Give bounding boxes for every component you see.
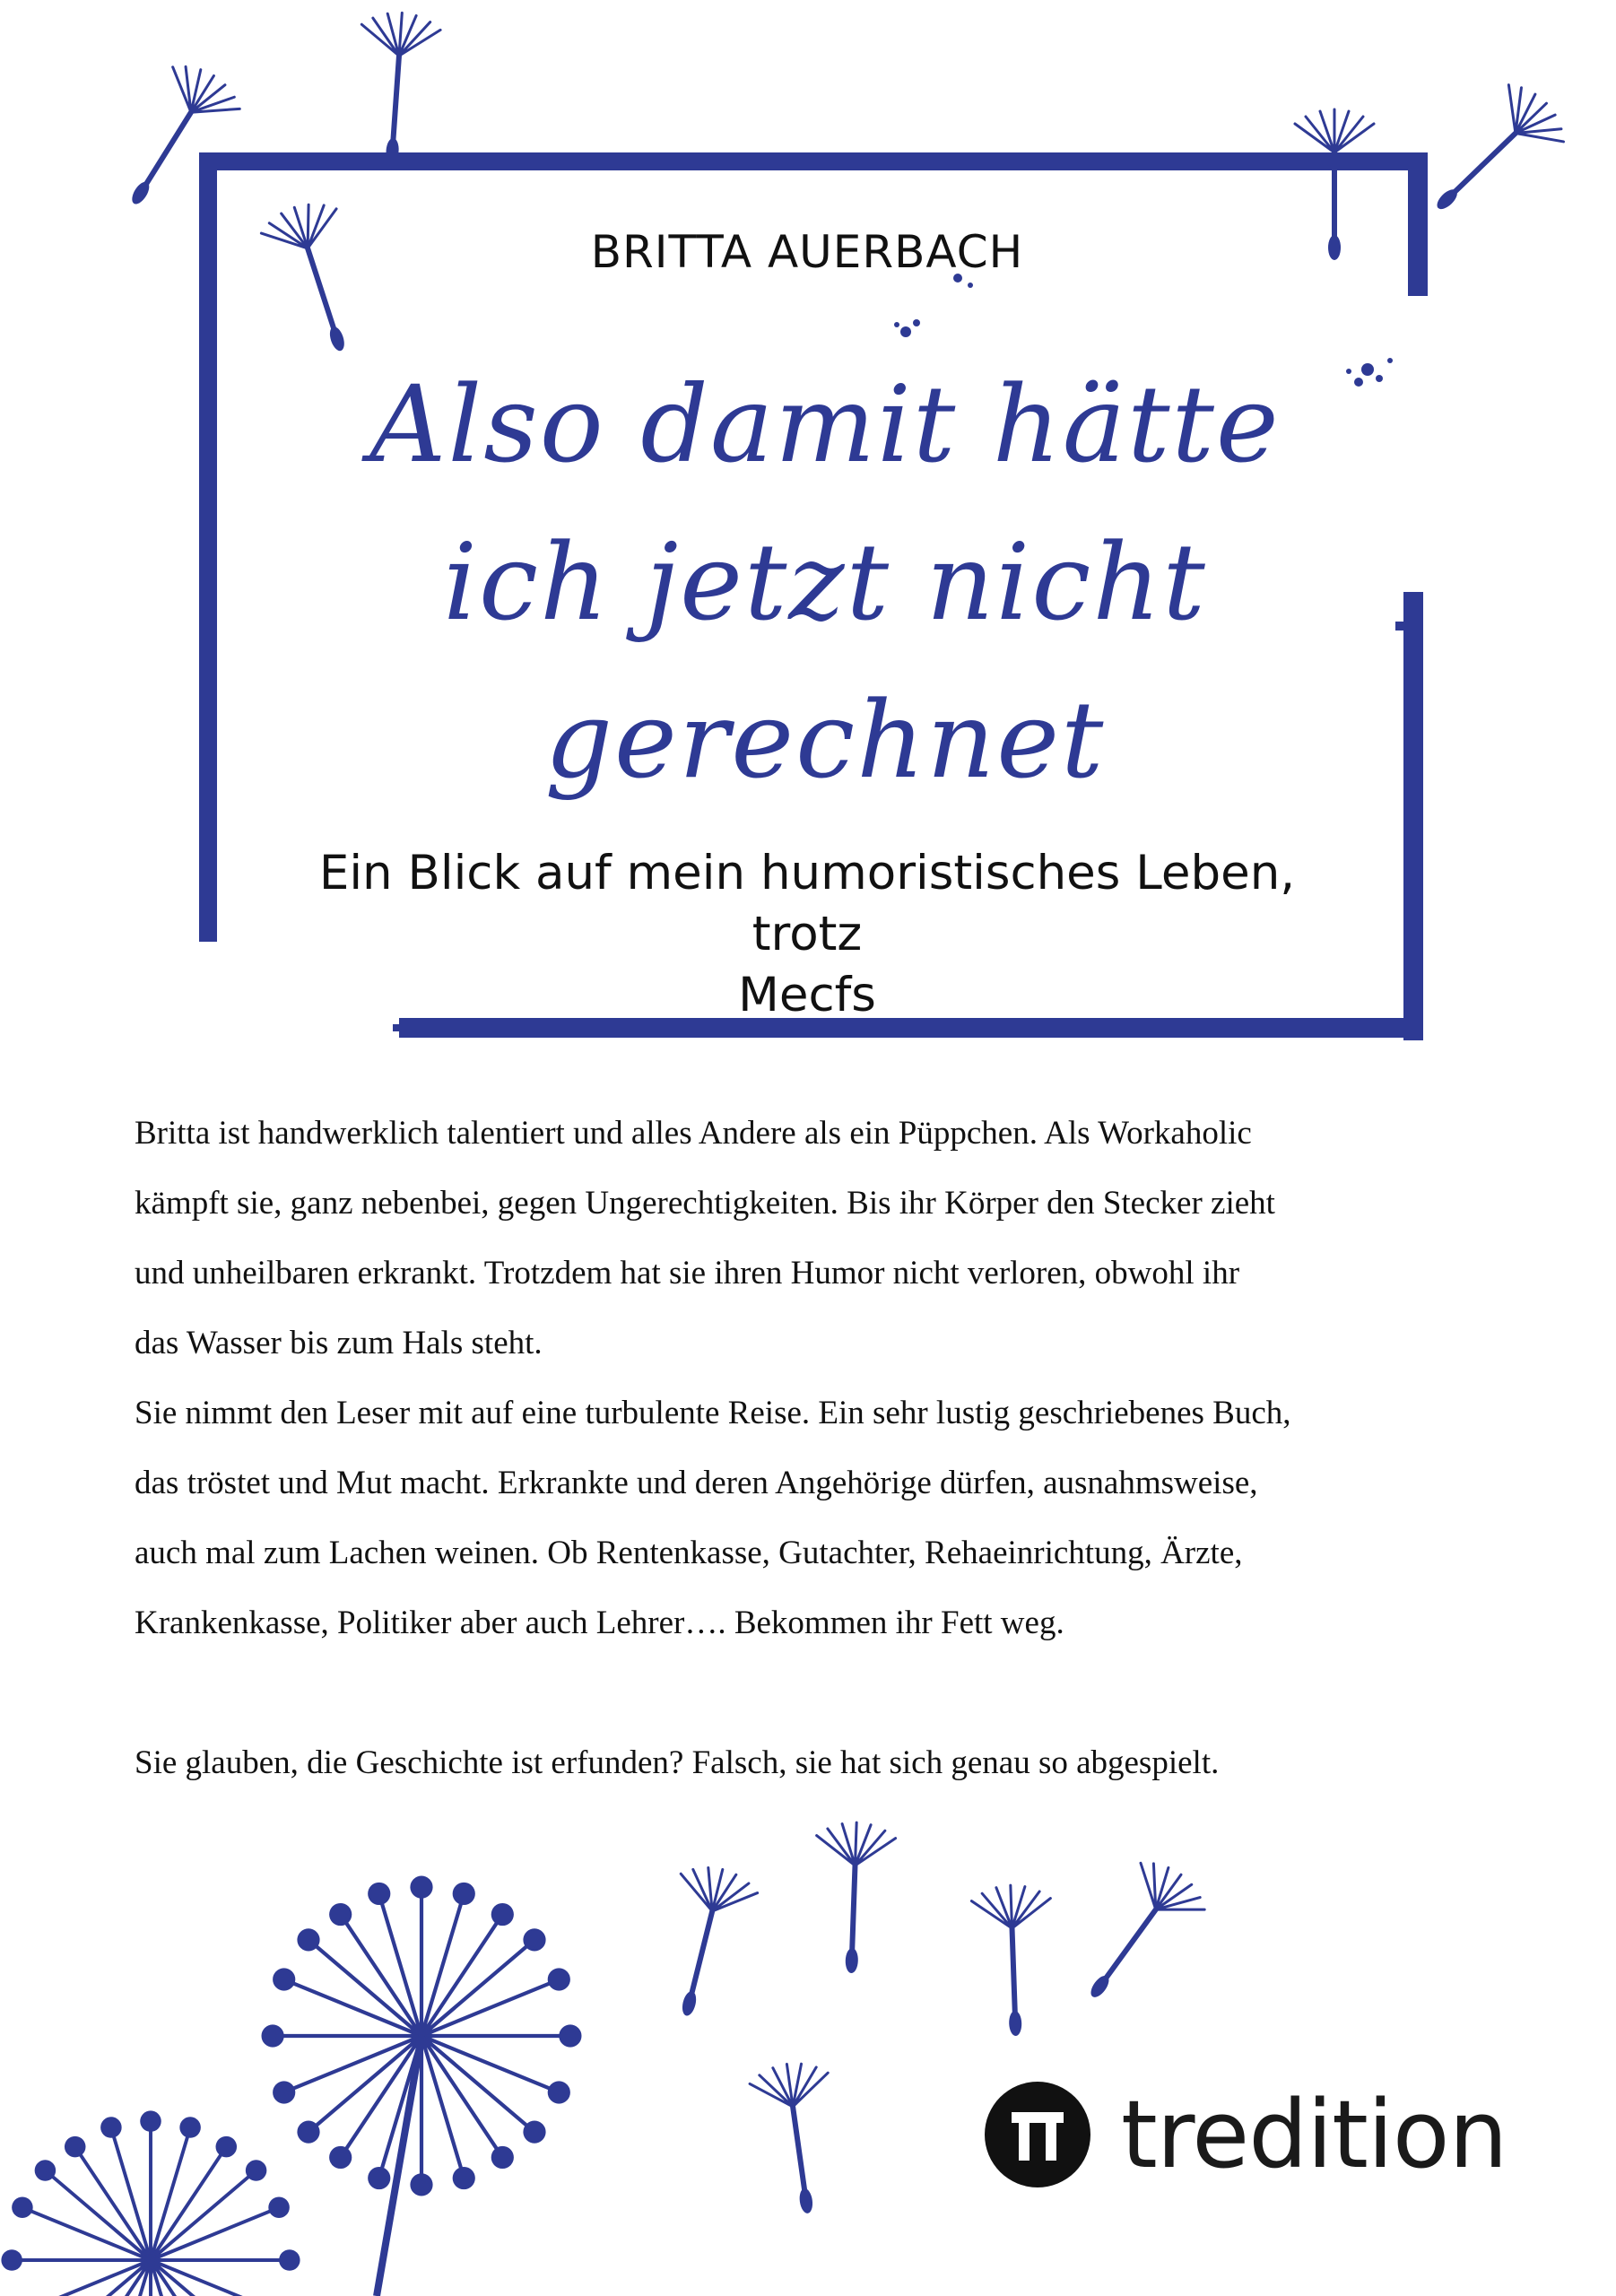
- subtitle-text: Ein Blick auf mein humoristisches Leben, trotz Mecfs: [318, 846, 1296, 1022]
- book-title: [242, 345, 1408, 819]
- dandelion-seeds-top: [100, 10, 1574, 362]
- dandelion-flowers: [1, 1876, 581, 2296]
- author-name: BRITTA AUERBACH: [590, 226, 1024, 278]
- title-line-2: ich jetzt nicht: [443, 520, 1207, 644]
- blurb-paragraph-1: Britta ist handwerklich talentiert und alles Andere als ein Püppchen. Als Workaholic kämpft sie, ganz nebenbei, gegen Ungerechtigkeiten. Bis ihr Körper den Stecker zieht und unheilbaren erkrankt. Trotzdem hat sie ihren Humor nicht verloren, obwohl ihr das Wasser bis zum Hals steht.: [135, 1115, 1275, 1361]
- blurb-paragraph-3: Sie glauben, die Geschichte ist erfunden? Falsch, sie hat sich genau so abgespielt.: [135, 1744, 1220, 1781]
- blurb-paragraph-2: Sie nimmt den Leser mit auf eine turbulente Reise. Ein sehr lustig geschriebenes Buch, das tröstet und Mut macht. Erkrankte und deren Angehörige dürfen, ausnahmsweise, auch mal zum Lachen weinen. Ob Rentenkasse, Gutachter, Rehaeinrichtung, Ärzte, Krankenkasse, Politiker aber auch Lehrer…. Bekommen ihr Fett weg.: [135, 1395, 1291, 1641]
- publisher-name: tredition: [1121, 2080, 1507, 2189]
- tredition-logo-icon: [985, 2082, 1090, 2187]
- title-line-1: Also damit hätte: [369, 362, 1281, 486]
- blurb-spacer: [135, 1658, 1498, 1728]
- book-blurb: [135, 1099, 1498, 1798]
- publisher-brand: [985, 2081, 1507, 2188]
- title-line-3: gerechnet: [544, 678, 1106, 802]
- book-subtitle: [269, 843, 1345, 1026]
